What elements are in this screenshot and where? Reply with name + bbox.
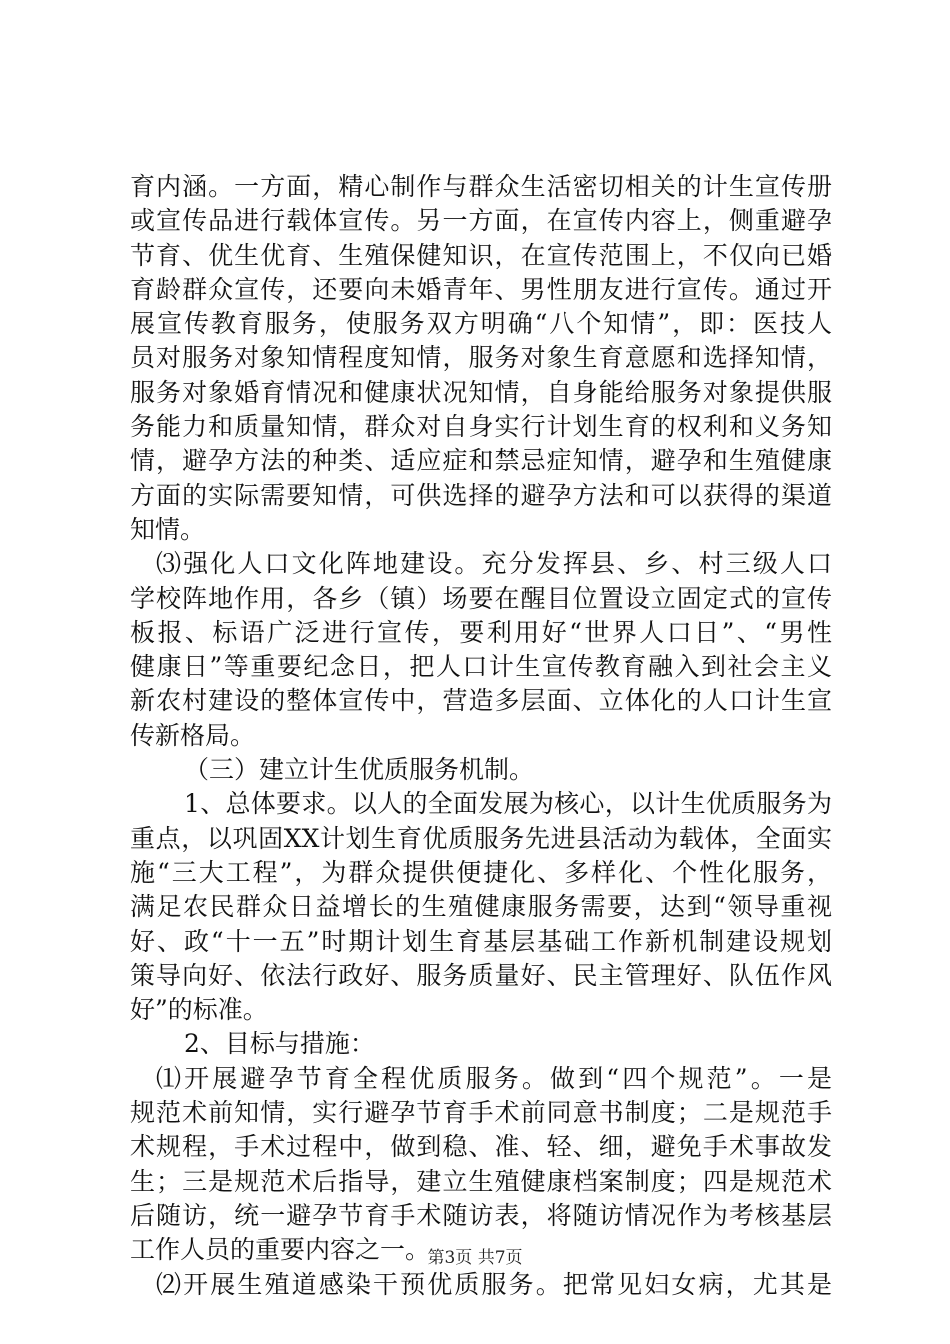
paragraph-line: 展宣传教育服务，使服务双方明确“八个知情”，即：医技人 bbox=[130, 309, 832, 339]
paragraph-line: 节育、优生优育、生殖保健知识，在宣传范围上，不仅向已婚 bbox=[130, 240, 832, 270]
paragraph-line: 育龄群众宣传，还要向未婚青年、男性朋友进行宣传。通过开 bbox=[130, 274, 832, 304]
paragraph-line: 满足农民群众日益增长的生殖健康服务需要，达到“领导重视 bbox=[130, 892, 832, 922]
paragraph-line: 板报、标语广泛进行宣传，要利用好“世界人口日”、“男性 bbox=[130, 617, 832, 647]
document-body bbox=[130, 170, 832, 1302]
paragraph-line: 或宣传品进行载体宣传。另一方面，在宣传内容上，侧重避孕 bbox=[130, 206, 832, 236]
paragraph-line: 规范术前知情，实行避孕节育手术前同意书制度；二是规范手 bbox=[130, 1098, 832, 1128]
paragraph-line: 好、政“十一五”时期计划生育基层基础工作新机制建设规划 bbox=[130, 926, 832, 956]
paragraph-line: 员对服务对象知情程度知情，服务对象生育意愿和选择知情， bbox=[130, 343, 832, 373]
paragraph-line: 知情。 bbox=[130, 514, 206, 544]
paragraph-line: 情，避孕方法的种类、适应症和禁忌症知情，避孕和生殖健康 bbox=[130, 446, 832, 476]
subsection-heading: 2、目标与措施： bbox=[184, 1029, 375, 1059]
paragraph-line: 传新格局。 bbox=[130, 720, 256, 750]
paragraph-line: 服务对象婚育情况和健康状况知情，自身能给服务对象提供服 bbox=[130, 377, 832, 407]
paragraph-line: 好”的标准。 bbox=[130, 995, 268, 1025]
paragraph-line: 生；三是规范术后指导，建立生殖健康档案制度；四是规范术 bbox=[130, 1166, 832, 1196]
paragraph-line: ⑶强化人口文化阵地建设。充分发挥县、乡、村三级人口 bbox=[156, 549, 832, 579]
paragraph-line: 术规程，手术过程中，做到稳、准、轻、细，避免手术事故发 bbox=[130, 1132, 832, 1162]
paragraph-line: 健康日”等重要纪念日，把人口计生宣传教育融入到社会主义 bbox=[130, 652, 832, 682]
paragraph-line: 育内涵。一方面，精心制作与群众生活密切相关的计生宣传册 bbox=[130, 172, 832, 201]
paragraph-line: ⑵开展生殖道感染干预优质服务。把常见妇女病，尤其是 bbox=[156, 1269, 832, 1299]
paragraph-line: ⑴开展避孕节育全程优质服务。做到“四个规范”。一是 bbox=[156, 1063, 832, 1093]
paragraph-line: 务能力和质量知情，群众对自身实行计划生育的权利和义务知 bbox=[130, 412, 832, 442]
paragraph-line: 重点，以巩固XX计划生育优质服务先进县活动为载体，全面实 bbox=[130, 823, 832, 853]
paragraph-line: 施“三大工程”，为群众提供便捷化、多样化、个性化服务， bbox=[130, 857, 832, 887]
paragraph-line: 工作人员的重要内容之一。 bbox=[130, 1235, 431, 1265]
paragraph-line: 后随访，统一避孕节育手术随访表，将随访情况作为考核基层 bbox=[130, 1200, 832, 1230]
paragraph-line: 1、总体要求。以人的全面发展为核心，以计生优质服务为 bbox=[184, 789, 832, 819]
paragraph-line: 新农村建设的整体宣传中，营造多层面、立体化的人口计生宣 bbox=[130, 686, 832, 716]
section-heading: （三）建立计生优质服务机制。 bbox=[184, 755, 535, 785]
paragraph-line: 策导向好、依法行政好、服务质量好、民主管理好、队伍作风 bbox=[130, 960, 832, 990]
paragraph-line: 方面的实际需要知情，可供选择的避孕方法和可以获得的渠道 bbox=[130, 480, 832, 510]
paragraph-line: 学校阵地作用，各乡（镇）场要在醒目位置设立固定式的宣传 bbox=[130, 583, 832, 613]
page-number-footer: 第3页 共7页 bbox=[427, 1248, 523, 1268]
